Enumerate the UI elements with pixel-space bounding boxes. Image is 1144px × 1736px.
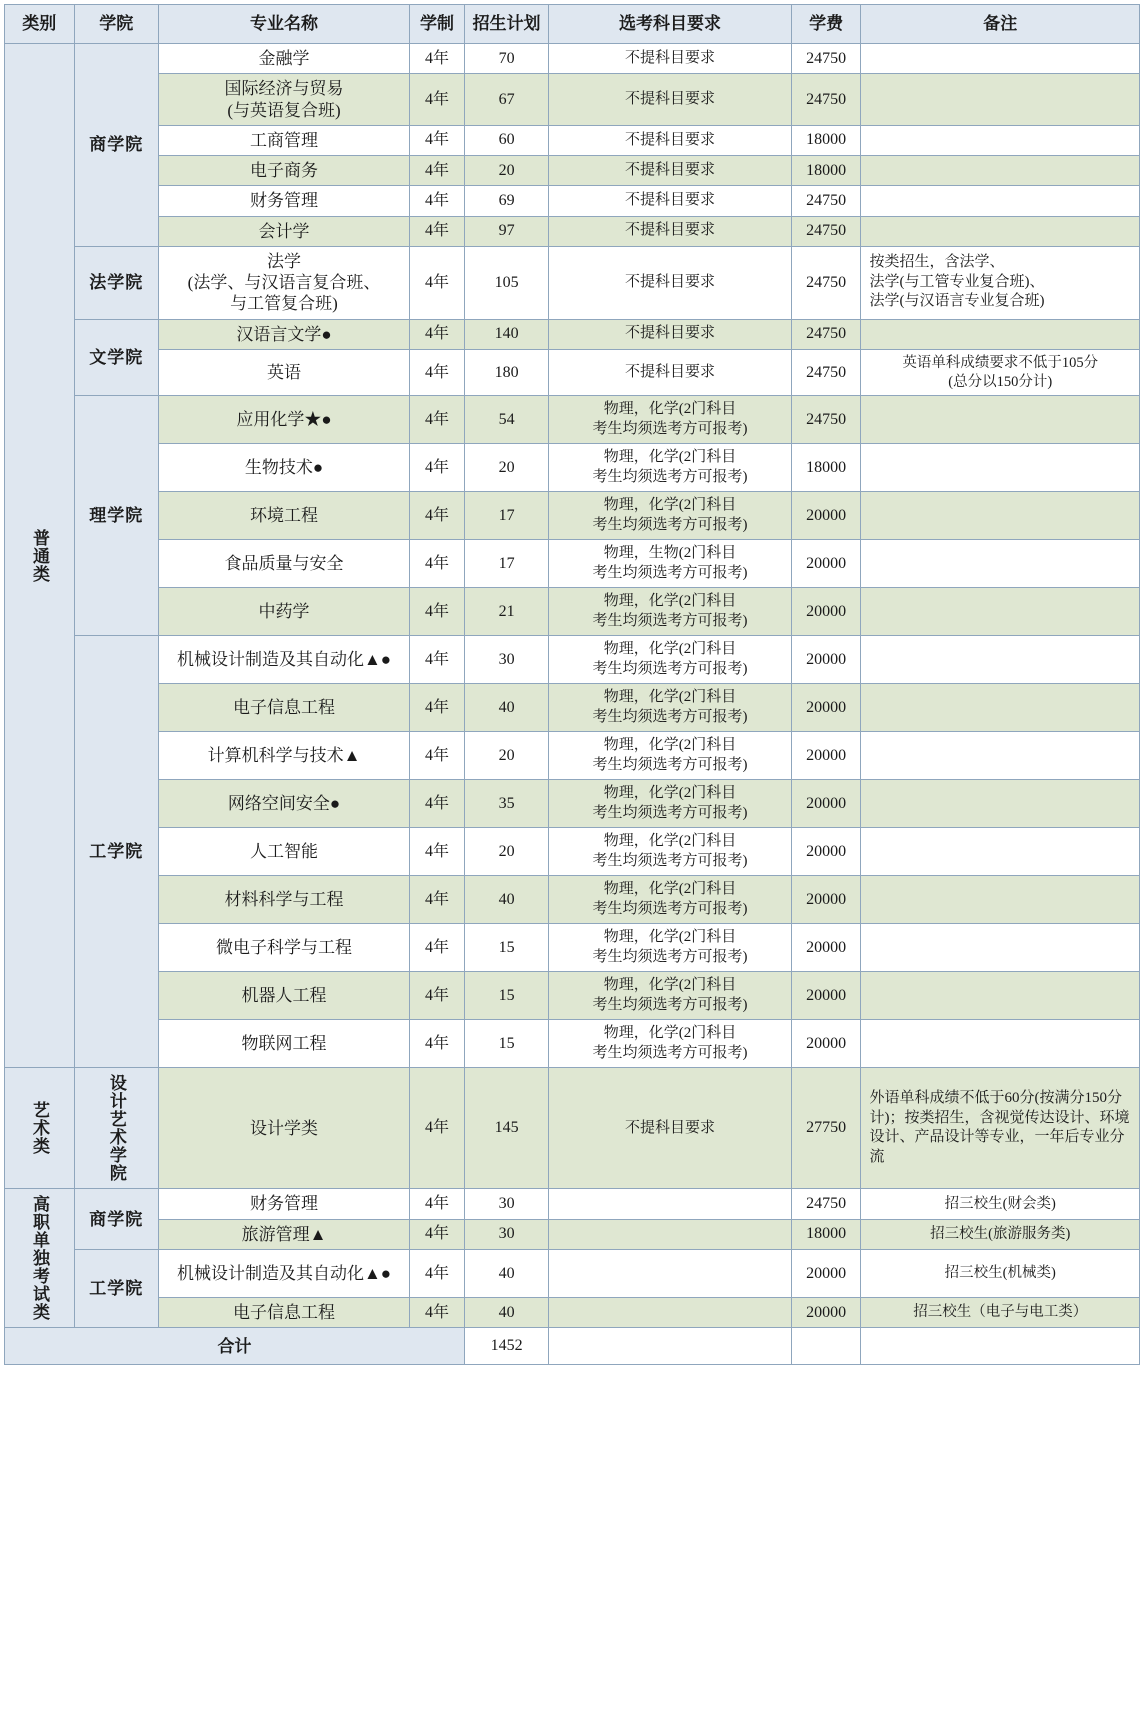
- duration: 4年: [410, 684, 465, 732]
- table-row: [5, 125, 1140, 155]
- tuition-fee: 20000: [791, 732, 861, 780]
- enrollment-plan: 30: [464, 1189, 548, 1219]
- duration: 4年: [410, 876, 465, 924]
- duration: 4年: [410, 1249, 465, 1297]
- remark: [861, 492, 1140, 540]
- enrollment-plan: 35: [464, 780, 548, 828]
- subject-requirement: 物理，化学(2门科目 考生均须选考方可报考): [549, 684, 792, 732]
- subject-requirement: 不提科目要求: [549, 44, 792, 74]
- tuition-fee: 24750: [791, 319, 861, 349]
- header-remark: 备注: [861, 5, 1140, 44]
- duration: 4年: [410, 636, 465, 684]
- subject-requirement: 物理，化学(2门科目 考生均须选考方可报考): [549, 1020, 792, 1068]
- remark: 按类招生，含法学、 法学(与工管专业复合班)、 法学(与汉语言专业复合班): [861, 246, 1140, 319]
- major-name: 英语: [158, 349, 409, 396]
- tuition-fee: 24750: [791, 349, 861, 396]
- remark: [861, 44, 1140, 74]
- subject-requirement: 物理，化学(2门科目 考生均须选考方可报考): [549, 636, 792, 684]
- remark: [861, 540, 1140, 588]
- enrollment-plan: 140: [464, 319, 548, 349]
- tuition-fee: 20000: [791, 972, 861, 1020]
- table-row: [5, 924, 1140, 972]
- tuition-fee: 20000: [791, 1298, 861, 1328]
- enrollment-plan: 67: [464, 74, 548, 126]
- subject-requirement: 物理，化学(2门科目 考生均须选考方可报考): [549, 828, 792, 876]
- remark: [861, 732, 1140, 780]
- major-name: 机械设计制造及其自动化▲●: [158, 636, 409, 684]
- college-cell: 文学院: [74, 319, 158, 396]
- remark: [861, 444, 1140, 492]
- table-header: [5, 5, 1140, 44]
- major-name: 电子信息工程: [158, 1298, 409, 1328]
- duration: 4年: [410, 216, 465, 246]
- college-cell: 法学院: [74, 246, 158, 319]
- remark: [861, 636, 1140, 684]
- remark: [861, 156, 1140, 186]
- subject-requirement: 不提科目要求: [549, 186, 792, 216]
- enrollment-plan: 54: [464, 396, 548, 444]
- subject-requirement: [549, 1219, 792, 1249]
- table-row: [5, 588, 1140, 636]
- tuition-fee: 18000: [791, 125, 861, 155]
- table-row: [5, 1298, 1140, 1328]
- enrollment-plan: 40: [464, 1249, 548, 1297]
- tuition-fee: 20000: [791, 924, 861, 972]
- enrollment-plan: 20: [464, 732, 548, 780]
- major-name: 汉语言文学●: [158, 319, 409, 349]
- subject-requirement: 不提科目要求: [549, 125, 792, 155]
- subject-requirement: 物理，化学(2门科目 考生均须选考方可报考): [549, 732, 792, 780]
- duration: 4年: [410, 186, 465, 216]
- enrollment-plan: 180: [464, 349, 548, 396]
- enrollment-plan: 69: [464, 186, 548, 216]
- major-name: 会计学: [158, 216, 409, 246]
- table-row: [5, 828, 1140, 876]
- major-name: 微电子科学与工程: [158, 924, 409, 972]
- table-row: [5, 636, 1140, 684]
- table-row: [5, 732, 1140, 780]
- major-name: 金融学: [158, 44, 409, 74]
- header-subject-requirement: 选考科目要求: [549, 5, 792, 44]
- enrollment-plan: 40: [464, 876, 548, 924]
- subject-requirement: 物理，化学(2门科目 考生均须选考方可报考): [549, 588, 792, 636]
- subject-requirement: 物理，化学(2门科目 考生均须选考方可报考): [549, 780, 792, 828]
- duration: 4年: [410, 74, 465, 126]
- subject-requirement: 不提科目要求: [549, 156, 792, 186]
- tuition-fee: 20000: [791, 492, 861, 540]
- tuition-fee: 20000: [791, 876, 861, 924]
- enrollment-plan: 30: [464, 1219, 548, 1249]
- enrollment-plan: 105: [464, 246, 548, 319]
- remark: [861, 924, 1140, 972]
- duration: 4年: [410, 828, 465, 876]
- table-row: [5, 156, 1140, 186]
- duration: 4年: [410, 588, 465, 636]
- table-row: [5, 246, 1140, 319]
- header-college: 学院: [74, 5, 158, 44]
- table-row: [5, 319, 1140, 349]
- table-row: [5, 684, 1140, 732]
- table-row: [5, 74, 1140, 126]
- remark: [861, 216, 1140, 246]
- tuition-fee: 20000: [791, 684, 861, 732]
- tuition-fee: 20000: [791, 540, 861, 588]
- enrollment-plan: 20: [464, 444, 548, 492]
- tuition-fee: 20000: [791, 1249, 861, 1297]
- major-name: 生物技术●: [158, 444, 409, 492]
- table-row: [5, 444, 1140, 492]
- duration: 4年: [410, 1020, 465, 1068]
- duration: 4年: [410, 780, 465, 828]
- remark: [861, 828, 1140, 876]
- duration: 4年: [410, 1298, 465, 1328]
- table-row: [5, 1219, 1140, 1249]
- major-name: 中药学: [158, 588, 409, 636]
- subject-requirement: 不提科目要求: [549, 216, 792, 246]
- total-label: 合计: [5, 1328, 465, 1365]
- subject-requirement: [549, 1298, 792, 1328]
- tuition-fee: 18000: [791, 444, 861, 492]
- enrollment-plan: 30: [464, 636, 548, 684]
- header-tuition: 学费: [791, 5, 861, 44]
- enrollment-plan: 40: [464, 684, 548, 732]
- enrollment-plan: 20: [464, 156, 548, 186]
- enrollment-plan: 15: [464, 1020, 548, 1068]
- college-cell: 商学院: [74, 44, 158, 247]
- category-cell: 普通类: [5, 44, 75, 1068]
- table-row: [5, 1249, 1140, 1297]
- duration: 4年: [410, 492, 465, 540]
- table-row: [5, 876, 1140, 924]
- subject-requirement: 物理，生物(2门科目 考生均须选考方可报考): [549, 540, 792, 588]
- duration: 4年: [410, 246, 465, 319]
- enrollment-plan: 15: [464, 972, 548, 1020]
- subject-requirement: 物理，化学(2门科目 考生均须选考方可报考): [549, 876, 792, 924]
- subject-requirement: 不提科目要求: [549, 74, 792, 126]
- table-row: [5, 44, 1140, 74]
- tuition-fee: 24750: [791, 44, 861, 74]
- enrollment-plan: 70: [464, 44, 548, 74]
- duration: 4年: [410, 444, 465, 492]
- remark: 招三校生(财会类): [861, 1189, 1140, 1219]
- tuition-fee: 24750: [791, 396, 861, 444]
- major-name: 电子商务: [158, 156, 409, 186]
- remark: [861, 186, 1140, 216]
- major-name: 环境工程: [158, 492, 409, 540]
- enrollment-plan: 17: [464, 492, 548, 540]
- header-row: [5, 5, 1140, 44]
- major-name: 人工智能: [158, 828, 409, 876]
- major-name: 计算机科学与技术▲: [158, 732, 409, 780]
- remark: 招三校生(机械类): [861, 1249, 1140, 1297]
- college-cell: 商学院: [74, 1189, 158, 1250]
- table-row: [5, 186, 1140, 216]
- duration: 4年: [410, 396, 465, 444]
- major-name: 工商管理: [158, 125, 409, 155]
- major-name: 国际经济与贸易 (与英语复合班): [158, 74, 409, 126]
- remark: [861, 396, 1140, 444]
- duration: 4年: [410, 540, 465, 588]
- duration: 4年: [410, 972, 465, 1020]
- major-name: 机器人工程: [158, 972, 409, 1020]
- major-name: 应用化学★●: [158, 396, 409, 444]
- subject-requirement: 物理，化学(2门科目 考生均须选考方可报考): [549, 444, 792, 492]
- tuition-fee: 20000: [791, 780, 861, 828]
- remark: [861, 972, 1140, 1020]
- remark: [861, 1020, 1140, 1068]
- major-name: 机械设计制造及其自动化▲●: [158, 1249, 409, 1297]
- major-name: 设计学类: [158, 1068, 409, 1189]
- remark: [861, 588, 1140, 636]
- enrollment-plan: 60: [464, 125, 548, 155]
- tuition-fee: 20000: [791, 588, 861, 636]
- duration: 4年: [410, 349, 465, 396]
- major-name: 财务管理: [158, 186, 409, 216]
- duration: 4年: [410, 319, 465, 349]
- header-duration: 学制: [410, 5, 465, 44]
- remark: 招三校生（电子与电工类）: [861, 1298, 1140, 1328]
- table-row: [5, 396, 1140, 444]
- subject-requirement: 物理，化学(2门科目 考生均须选考方可报考): [549, 396, 792, 444]
- total-row: [5, 1328, 1140, 1365]
- college-cell: 工学院: [74, 636, 158, 1068]
- major-name: 食品质量与安全: [158, 540, 409, 588]
- enrollment-plan: 145: [464, 1068, 548, 1189]
- subject-requirement: 不提科目要求: [549, 349, 792, 396]
- tuition-fee: 20000: [791, 828, 861, 876]
- table-footer: [5, 1328, 1140, 1365]
- tuition-fee: 20000: [791, 636, 861, 684]
- duration: 4年: [410, 924, 465, 972]
- remark: [861, 876, 1140, 924]
- table-row: [5, 492, 1140, 540]
- remark: 英语单科成绩要求不低于105分 (总分以150分计): [861, 349, 1140, 396]
- header-category: 类别: [5, 5, 75, 44]
- enrollment-plan: 21: [464, 588, 548, 636]
- table-row: [5, 972, 1140, 1020]
- college-cell: 设计艺术学院: [74, 1068, 158, 1189]
- major-name: 物联网工程: [158, 1020, 409, 1068]
- total-blank-fee: [791, 1328, 861, 1365]
- enrollment-plan: 40: [464, 1298, 548, 1328]
- duration: 4年: [410, 1068, 465, 1189]
- header-major: 专业名称: [158, 5, 409, 44]
- remark: [861, 684, 1140, 732]
- category-cell: 高职单独考试类: [5, 1189, 75, 1328]
- table-row: [5, 216, 1140, 246]
- major-name: 财务管理: [158, 1189, 409, 1219]
- admission-plan-table: [4, 4, 1140, 1365]
- table-row: [5, 1068, 1140, 1189]
- major-name: 旅游管理▲: [158, 1219, 409, 1249]
- duration: 4年: [410, 44, 465, 74]
- tuition-fee: 24750: [791, 246, 861, 319]
- total-blank-subject: [549, 1328, 792, 1365]
- table-row: [5, 540, 1140, 588]
- enrollment-plan: 20: [464, 828, 548, 876]
- remark: [861, 74, 1140, 126]
- tuition-fee: 18000: [791, 1219, 861, 1249]
- subject-requirement: 物理，化学(2门科目 考生均须选考方可报考): [549, 972, 792, 1020]
- enrollment-plan: 97: [464, 216, 548, 246]
- subject-requirement: 物理，化学(2门科目 考生均须选考方可报考): [549, 492, 792, 540]
- category-cell: 艺术类: [5, 1068, 75, 1189]
- subject-requirement: [549, 1249, 792, 1297]
- tuition-fee: 24750: [791, 1189, 861, 1219]
- remark: [861, 319, 1140, 349]
- remark: 外语单科成绩不低于60分(按满分150分计)；按类招生，含视觉传达设计、环境设计、产品设计等专业，一年后专业分流: [861, 1068, 1140, 1189]
- remark: [861, 125, 1140, 155]
- major-name: 网络空间安全●: [158, 780, 409, 828]
- total-blank-note: [861, 1328, 1140, 1365]
- subject-requirement: 不提科目要求: [549, 246, 792, 319]
- duration: 4年: [410, 156, 465, 186]
- tuition-fee: 27750: [791, 1068, 861, 1189]
- table-row: [5, 1020, 1140, 1068]
- table-row: [5, 349, 1140, 396]
- header-plan: 招生计划: [464, 5, 548, 44]
- enrollment-plan: 15: [464, 924, 548, 972]
- subject-requirement: 不提科目要求: [549, 319, 792, 349]
- table-body: [5, 44, 1140, 1328]
- subject-requirement: 物理，化学(2门科目 考生均须选考方可报考): [549, 924, 792, 972]
- duration: 4年: [410, 1219, 465, 1249]
- remark: [861, 780, 1140, 828]
- subject-requirement: [549, 1189, 792, 1219]
- remark: 招三校生(旅游服务类): [861, 1219, 1140, 1249]
- subject-requirement: 不提科目要求: [549, 1068, 792, 1189]
- college-cell: 工学院: [74, 1249, 158, 1328]
- major-name: 电子信息工程: [158, 684, 409, 732]
- table-row: [5, 1189, 1140, 1219]
- tuition-fee: 18000: [791, 156, 861, 186]
- tuition-fee: 24750: [791, 216, 861, 246]
- tuition-fee: 24750: [791, 74, 861, 126]
- tuition-fee: 24750: [791, 186, 861, 216]
- major-name: 法学 (法学、与汉语言复合班、 与工管复合班): [158, 246, 409, 319]
- duration: 4年: [410, 1189, 465, 1219]
- table-row: [5, 780, 1140, 828]
- major-name: 材料科学与工程: [158, 876, 409, 924]
- duration: 4年: [410, 125, 465, 155]
- duration: 4年: [410, 732, 465, 780]
- total-value: 1452: [464, 1328, 548, 1365]
- enrollment-plan: 17: [464, 540, 548, 588]
- tuition-fee: 20000: [791, 1020, 861, 1068]
- college-cell: 理学院: [74, 396, 158, 636]
